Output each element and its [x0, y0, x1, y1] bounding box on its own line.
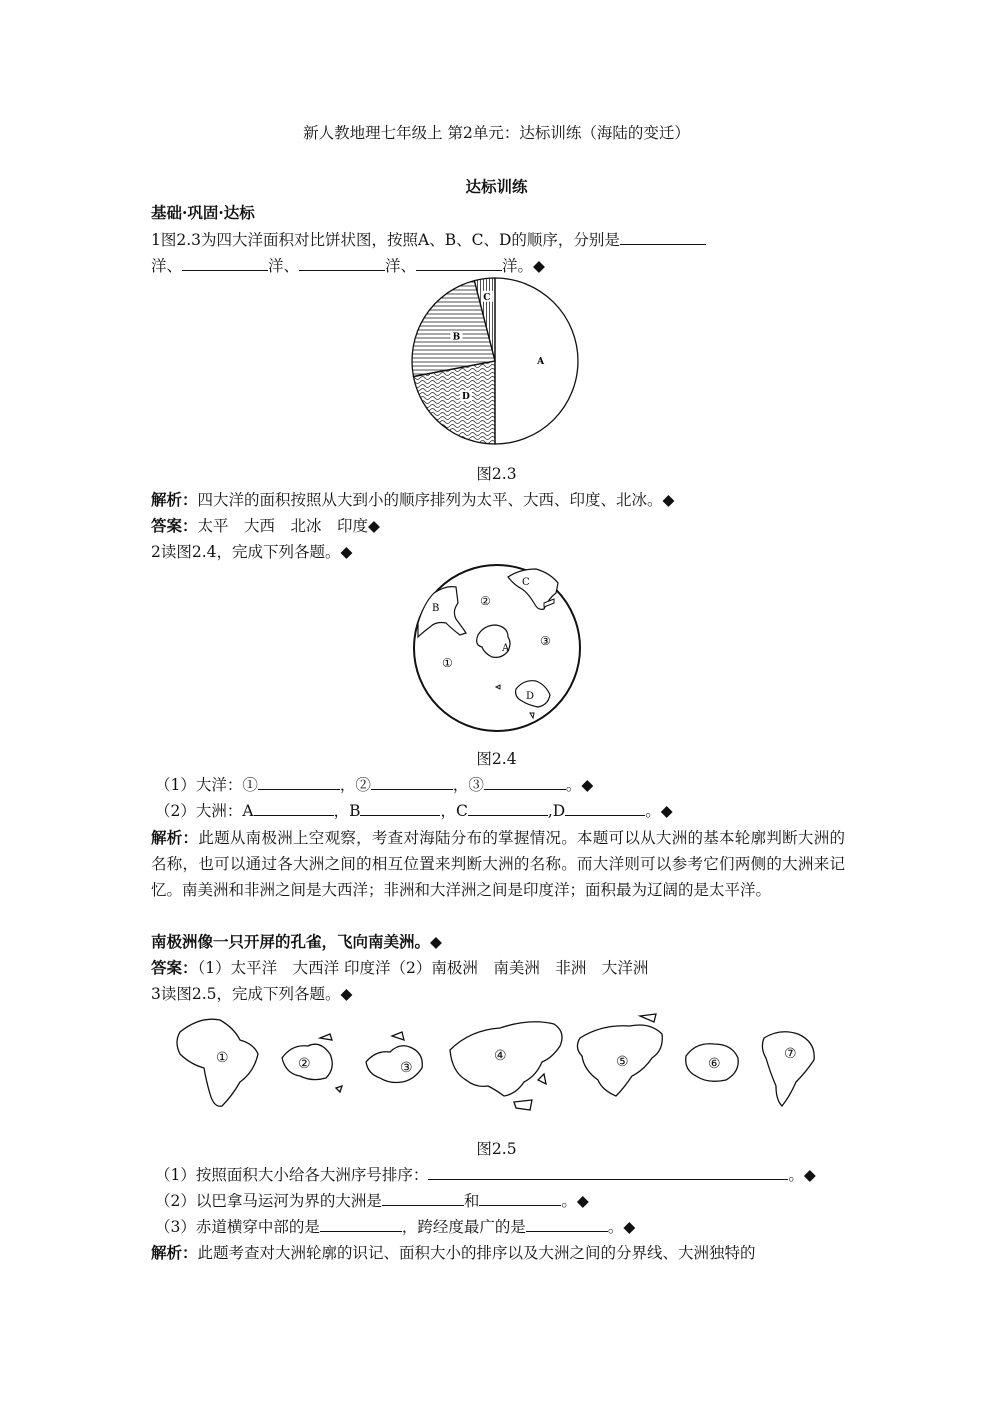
pie-label-d: D — [461, 392, 470, 403]
answer-blank[interactable] — [299, 254, 385, 271]
question-1-prefix: 1图2.3为四大洋面积对比饼状图，按照A、B、C、D的顺序，分别是 — [151, 231, 620, 249]
sub2-end: 。◆ — [645, 802, 673, 820]
answer-blank[interactable] — [382, 1189, 464, 1206]
answer-blank[interactable] — [182, 254, 268, 271]
question-3-text: 3读图2.5，完成下列各题。◆ — [151, 985, 353, 1003]
continent-num-1: ① — [216, 1050, 229, 1066]
question-3-sub1 — [155, 1163, 816, 1187]
pie-label-c: C — [483, 292, 491, 303]
question-2-tip: 南极洲像一只开屏的孔雀，飞向南美洲。◆ — [151, 932, 442, 951]
sub3-end: 。◆ — [607, 1218, 636, 1236]
continent-num-3: ③ — [400, 1060, 413, 1076]
sub1-sep-3: ，③ — [452, 776, 484, 794]
answer-blank[interactable] — [320, 1215, 402, 1232]
sub2-sep-d: ,D — [547, 802, 566, 820]
answer-blank[interactable] — [526, 1215, 608, 1232]
document-title: 新人教地理七年级上 第2单元：达标训练（海陆的变迁） — [303, 124, 690, 142]
question-2-analysis — [151, 825, 845, 903]
sub1-prefix: （1）大洋：① — [155, 776, 258, 794]
map-ocean-2: ② — [480, 594, 491, 608]
question-2-sub2 — [155, 799, 673, 823]
analysis-label: 解析： — [151, 490, 198, 509]
question-2-sub1 — [155, 773, 593, 797]
answer-text: 太平 大西 北冰 印度◆ — [197, 517, 380, 535]
continent-num-2: ② — [298, 1056, 311, 1072]
sub1-prefix: （1）按照面积大小给各大洲序号排序： — [155, 1166, 429, 1184]
pie-label-a: A — [537, 357, 545, 367]
analysis-label: 解析： — [151, 828, 199, 847]
continent-num-6: ⑥ — [708, 1056, 721, 1072]
answer-blank[interactable] — [428, 1163, 788, 1180]
answer-text: （1）太平洋 大西洋 印度洋（2）南极洲 南美洲 非洲 大洋洲 — [197, 959, 649, 977]
analysis-label: 解析： — [151, 1243, 198, 1262]
sub2-end: 。◆ — [561, 1192, 589, 1210]
answer-blank[interactable] — [371, 773, 453, 790]
sub1-end: 。◆ — [565, 776, 594, 794]
question-3-sub3 — [155, 1215, 635, 1239]
map-label-c: C — [522, 577, 530, 588]
question-2-answer — [151, 956, 648, 980]
sub2-prefix: （2）大洲：A — [155, 802, 254, 820]
answer-blank[interactable] — [254, 799, 334, 816]
continent-europe-shape — [366, 1046, 422, 1083]
map-ocean-1: ① — [442, 656, 453, 670]
sub2-sep-c: ，C — [440, 802, 468, 820]
figure-caption-2-3: 图2.3 — [476, 465, 517, 483]
sub2-sep-b: ，B — [333, 802, 361, 820]
question-3-sub2 — [155, 1189, 589, 1213]
question-1-answer — [151, 514, 380, 538]
map-label-b: B — [432, 603, 440, 614]
answer-blank[interactable] — [360, 799, 440, 816]
antarctic-view-map — [412, 563, 582, 733]
pie-label-b: B — [452, 332, 461, 343]
answer-label: 答案： — [151, 516, 198, 535]
analysis-text: 此题从南极洲上空观察，考查对海陆分布的掌握情况。本题可以从大洲的基本轮廓判断大洲的名称，也可以通过各大洲之间的相互位置来判断大洲的名称。而大洋则可以参考它们两侧的大洲来记忆。南美洲和非洲之间是大西洋；非洲和大洋洲之间是印度洋；面积最为辽阔的是太平洋。 — [151, 829, 845, 899]
sub2-mid: 和 — [463, 1192, 480, 1210]
answer-blank[interactable] — [468, 799, 548, 816]
ocean-area-pie-chart — [410, 276, 580, 446]
figure-caption-2-4: 图2.4 — [476, 750, 517, 768]
continents-figure — [170, 1010, 830, 1120]
sub2-prefix: （2）以巴拿马运河为界的大洲是 — [155, 1192, 382, 1210]
continent-south-america-shape — [762, 1032, 814, 1106]
analysis-text: 四大洋的面积按照从大到小的顺序排列为太平、大西、印度、北冰。◆ — [197, 491, 675, 509]
answer-blank[interactable] — [565, 799, 645, 816]
question-3-analysis — [151, 1241, 756, 1265]
question-1-analysis — [151, 488, 674, 512]
answer-blank[interactable] — [416, 254, 502, 271]
continent-num-7: ⑦ — [784, 1046, 797, 1062]
map-ocean-3: ③ — [540, 634, 551, 648]
question-2-text: 2读图2.4，完成下列各题。◆ — [151, 543, 353, 561]
continent-num-5: ⑤ — [616, 1054, 629, 1070]
answer-label: 答案： — [151, 958, 198, 977]
continent-num-4: ④ — [494, 1048, 507, 1064]
answer-blank[interactable] — [484, 773, 566, 790]
sub1-end: 。◆ — [788, 1166, 816, 1184]
section-heading: 达标训练 — [465, 177, 528, 196]
map-label-d: D — [526, 691, 535, 702]
sub1-sep-2: ，② — [339, 776, 371, 794]
sub3-mid: ，跨经度最广的是 — [401, 1218, 526, 1236]
figure-caption-2-5: 图2.5 — [476, 1140, 517, 1158]
answer-blank[interactable] — [258, 773, 340, 790]
ocean-suffix: 洋、 — [385, 257, 417, 275]
answer-blank[interactable] — [620, 228, 706, 245]
answer-blank[interactable] — [479, 1189, 561, 1206]
sub3-prefix: （3）赤道横穿中部的是 — [155, 1218, 320, 1236]
analysis-text: 此题考查对大洲轮廓的识记、面积大小的排序以及大洲之间的分界线、大洲独特的 — [197, 1244, 756, 1262]
map-label-a: A — [502, 643, 510, 654]
subsection-heading: 基础·巩固·达标 — [151, 203, 255, 222]
ocean-suffix: 洋、 — [268, 257, 300, 275]
question-1-end: 洋。◆ — [502, 257, 545, 275]
ocean-suffix: 洋、 — [151, 257, 183, 275]
question-1-text — [151, 228, 706, 252]
question-1-blanks — [151, 254, 545, 278]
